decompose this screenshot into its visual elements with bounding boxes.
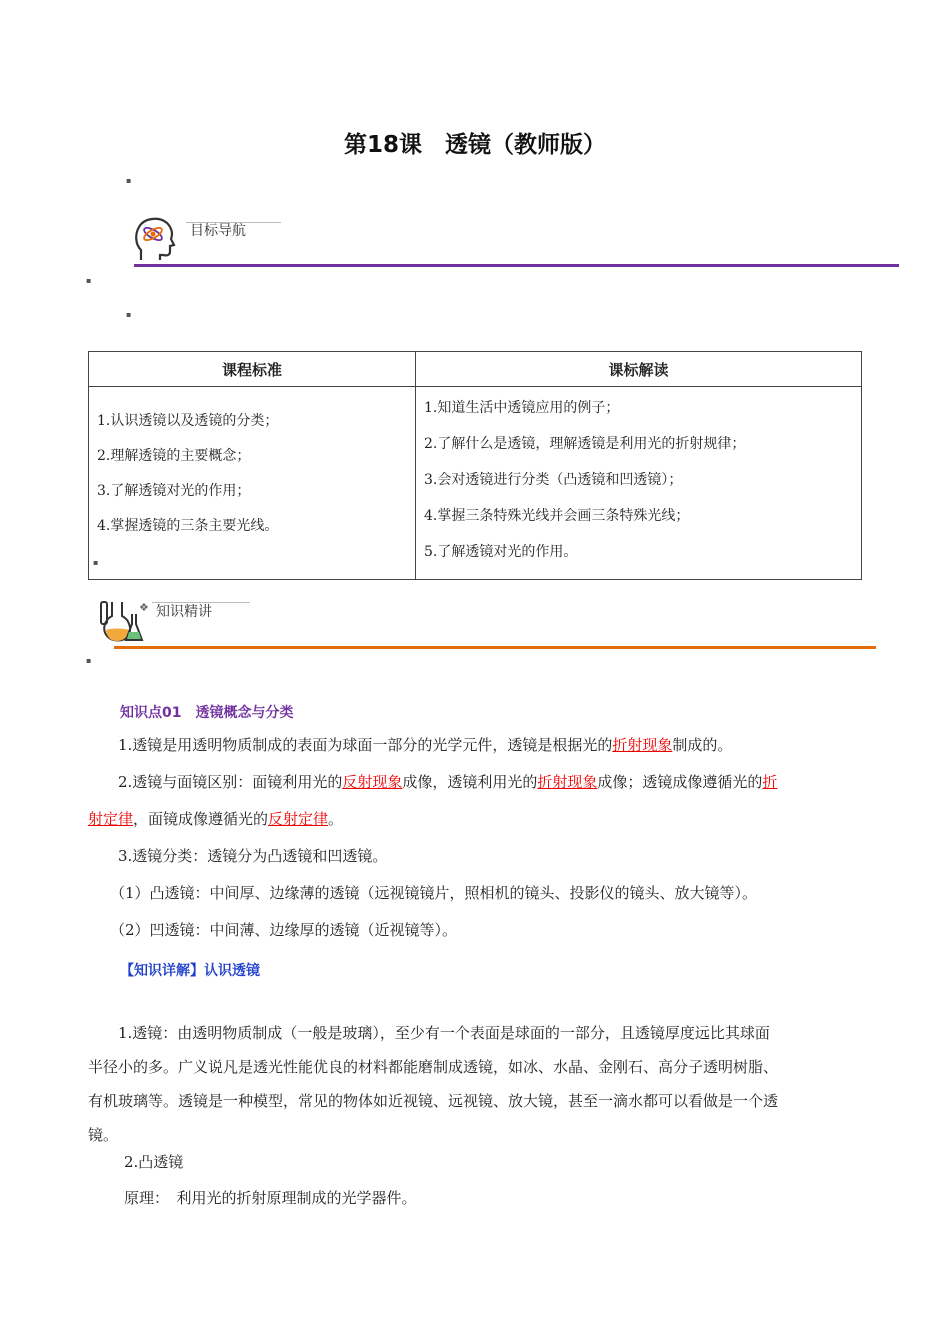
paragraph-line: 镜。 xyxy=(88,1126,119,1144)
section-divider-purple xyxy=(134,264,899,267)
answer-highlight: 折 xyxy=(762,773,778,791)
detail-title: 【知识详解】认识透镜 xyxy=(120,963,260,979)
answer-highlight: 反射现象 xyxy=(342,773,403,791)
paragraph-mark: ▪ xyxy=(86,276,92,285)
paragraph-line: 半径小的多。广义说凡是透光性能优良的材料都能磨制成透镜，如冰、水晶、金刚石、高分子透明树脂、 xyxy=(88,1058,779,1076)
text-span: 2.透镜与面镜区别：面镜利用光的 xyxy=(118,773,343,791)
standards-cell xyxy=(89,387,416,580)
text-span: ，面镜成像遵循光的 xyxy=(133,810,269,828)
paragraph-continuation xyxy=(88,801,868,838)
list-item: 4.掌握透镜的三条主要光线。 xyxy=(97,518,279,534)
body-text xyxy=(88,727,868,949)
paragraph: 1.透镜：由透明物质制成（一般是玻璃），至少有一个表面是球面的一部分，且透镜厚度远比其球面 xyxy=(118,1024,770,1042)
paragraph: （2）凹透镜：中间薄、边缘厚的透镜（近视镜等）。 xyxy=(110,921,458,939)
text-span: 成像，透镜利用光的 xyxy=(402,773,538,791)
answer-highlight: 折射现象 xyxy=(612,736,673,754)
paragraph-mark: ▪ xyxy=(126,310,132,319)
paragraph: （1）凸透镜：中间厚、边缘薄的透镜（远视镜镜片，照相机的镜头、投影仪的镜头、放大镜等）。 xyxy=(110,884,758,902)
answer-highlight: 折射现象 xyxy=(537,773,598,791)
detail-text xyxy=(88,1016,868,1152)
answer-highlight: 射定律 xyxy=(88,810,134,828)
answer-highlight: 反射定律 xyxy=(268,810,329,828)
head-icon xyxy=(133,214,177,264)
subheading: 2.凸透镜 xyxy=(124,1153,184,1171)
page-title: 第18课 透镜（教师版） xyxy=(343,132,606,158)
flask-icon xyxy=(98,598,144,644)
list-item: 3.会对透镜进行分类（凸透镜和凹透镜）； xyxy=(424,472,683,488)
paragraph: 3.透镜分类：透镜分为凸透镜和凹透镜。 xyxy=(118,847,388,865)
table-header: 课标解读 xyxy=(416,352,862,387)
list-item: 2.了解什么是透镜，理解透镜是利用光的折射规律； xyxy=(424,436,746,452)
text-span: 成像；透镜成像遵循光的 xyxy=(597,773,763,791)
section-label-knowledge: 知识精讲 xyxy=(156,604,212,620)
text-span: 。 xyxy=(328,810,344,828)
section-label-goals: 目标导航 xyxy=(190,223,246,239)
list-item: 1.知道生活中透镜应用的例子； xyxy=(424,400,620,416)
paragraph-mark: ▪ xyxy=(126,176,132,185)
paragraph-mark: ▪ xyxy=(93,558,99,567)
knowledge-point-title: 知识点01 透镜概念与分类 xyxy=(120,705,294,721)
list-item: 1.认识透镜以及透镜的分类； xyxy=(97,413,279,429)
sparkle-icon: ❖ xyxy=(139,601,149,614)
list-item: 4.掌握三条特殊光线并会画三条特殊光线； xyxy=(424,508,690,524)
list-item: 2.理解透镜的主要概念； xyxy=(97,448,251,464)
paragraph xyxy=(88,764,868,801)
list-item: 5.了解透镜对光的作用。 xyxy=(424,544,578,560)
list-item: 3.了解透镜对光的作用； xyxy=(97,483,251,499)
interpretation-cell xyxy=(416,387,862,580)
text-span: 1.透镜是用透明物质制成的表面为球面一部分的光学元件，透镜是根据光的 xyxy=(118,736,613,754)
paragraph xyxy=(88,727,868,764)
paragraph-mark: ▪ xyxy=(86,656,92,665)
paragraph-line: 有机玻璃等。透镜是一种模型，常见的物体如近视镜、远视镜、放大镜，甚至一滴水都可以看做是一个透 xyxy=(88,1092,779,1110)
text-span: 制成的。 xyxy=(672,736,733,754)
standards-table xyxy=(88,351,862,580)
principle-text: 原理： 利用光的折射原理制成的光学器件。 xyxy=(124,1189,417,1207)
table-header: 课程标准 xyxy=(89,352,416,387)
section-divider-orange xyxy=(114,646,876,649)
